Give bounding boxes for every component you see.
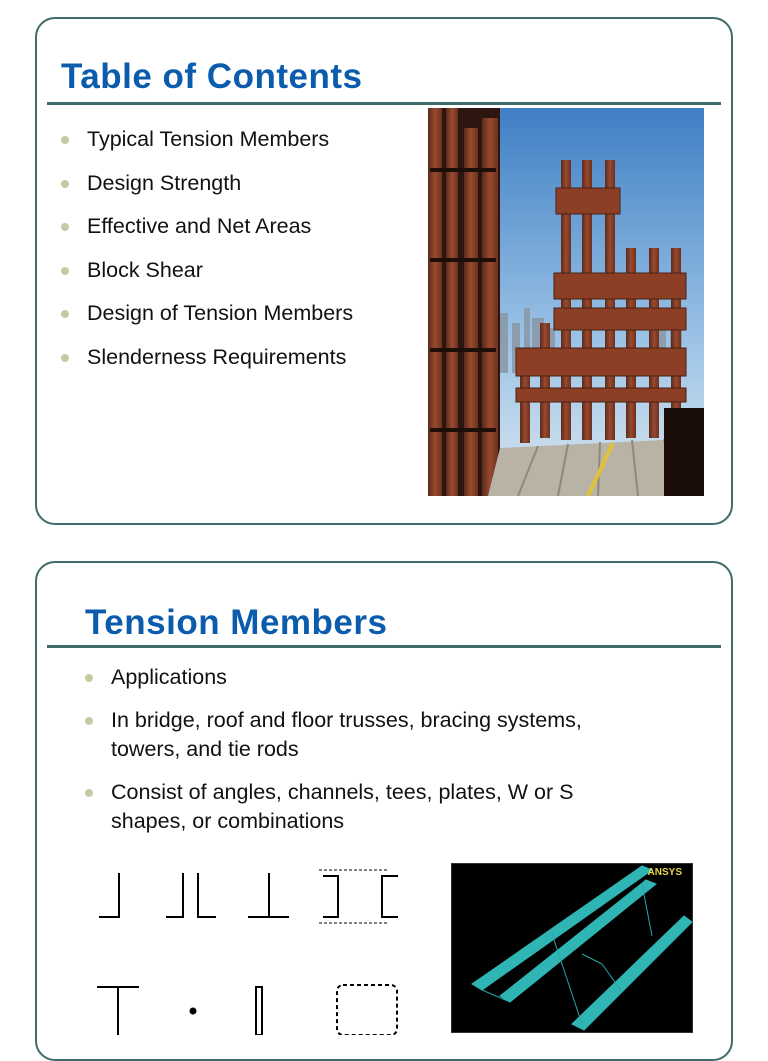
truss-model-render [452, 864, 693, 1033]
title-divider [47, 645, 721, 648]
plate-shape [256, 987, 262, 1035]
bullet-icon [61, 310, 69, 318]
channel-right-shape [382, 876, 398, 917]
bullet-icon [61, 180, 69, 188]
ansys-truss-model-figure [451, 863, 693, 1033]
toc-item: Design Strength [61, 169, 421, 198]
slide-tension-members [35, 561, 733, 1061]
single-angle-shape [99, 873, 119, 917]
toc-item: Slenderness Requirements [61, 343, 421, 372]
cross-section-shapes [93, 865, 413, 1035]
cross-section-diagram [93, 865, 413, 1035]
toc-list [61, 125, 421, 386]
bullet-icon [85, 674, 93, 682]
bullet-item: Consist of angles, channels, tees, plates, W or S shapes, or combinations [85, 778, 645, 836]
steel-frame-image [428, 108, 704, 496]
toc-item: Design of Tension Members [61, 299, 421, 328]
bullet-icon [61, 354, 69, 362]
slide-table-of-contents [35, 17, 733, 525]
tee-shape [248, 873, 289, 917]
steel-frame-photo [428, 108, 704, 496]
slide-title: Tension Members [85, 603, 388, 642]
channel-left-shape [323, 876, 338, 917]
rod-shape [190, 1008, 197, 1015]
toc-item: Effective and Net Areas [61, 212, 421, 241]
w-shape [97, 987, 139, 1035]
bullet-icon [61, 136, 69, 144]
ansys-logo: ANSYS [647, 867, 682, 878]
title-divider [47, 102, 721, 105]
built-up-section-shape [337, 985, 397, 1035]
toc-item: Block Shear [61, 256, 421, 285]
bullet-icon [85, 789, 93, 797]
slide-title: Table of Contents [61, 57, 363, 96]
bullet-item: In bridge, roof and floor trusses, bracing systems, towers, and tie rods [85, 706, 645, 764]
double-angle-left-shape [166, 873, 183, 917]
toc-item: Typical Tension Members [61, 125, 421, 154]
bullet-icon [61, 267, 69, 275]
bullet-item: Applications [85, 663, 645, 692]
bullet-icon [61, 223, 69, 231]
double-angle-right-shape [198, 873, 216, 917]
bullet-icon [85, 717, 93, 725]
tension-members-list [85, 663, 645, 850]
